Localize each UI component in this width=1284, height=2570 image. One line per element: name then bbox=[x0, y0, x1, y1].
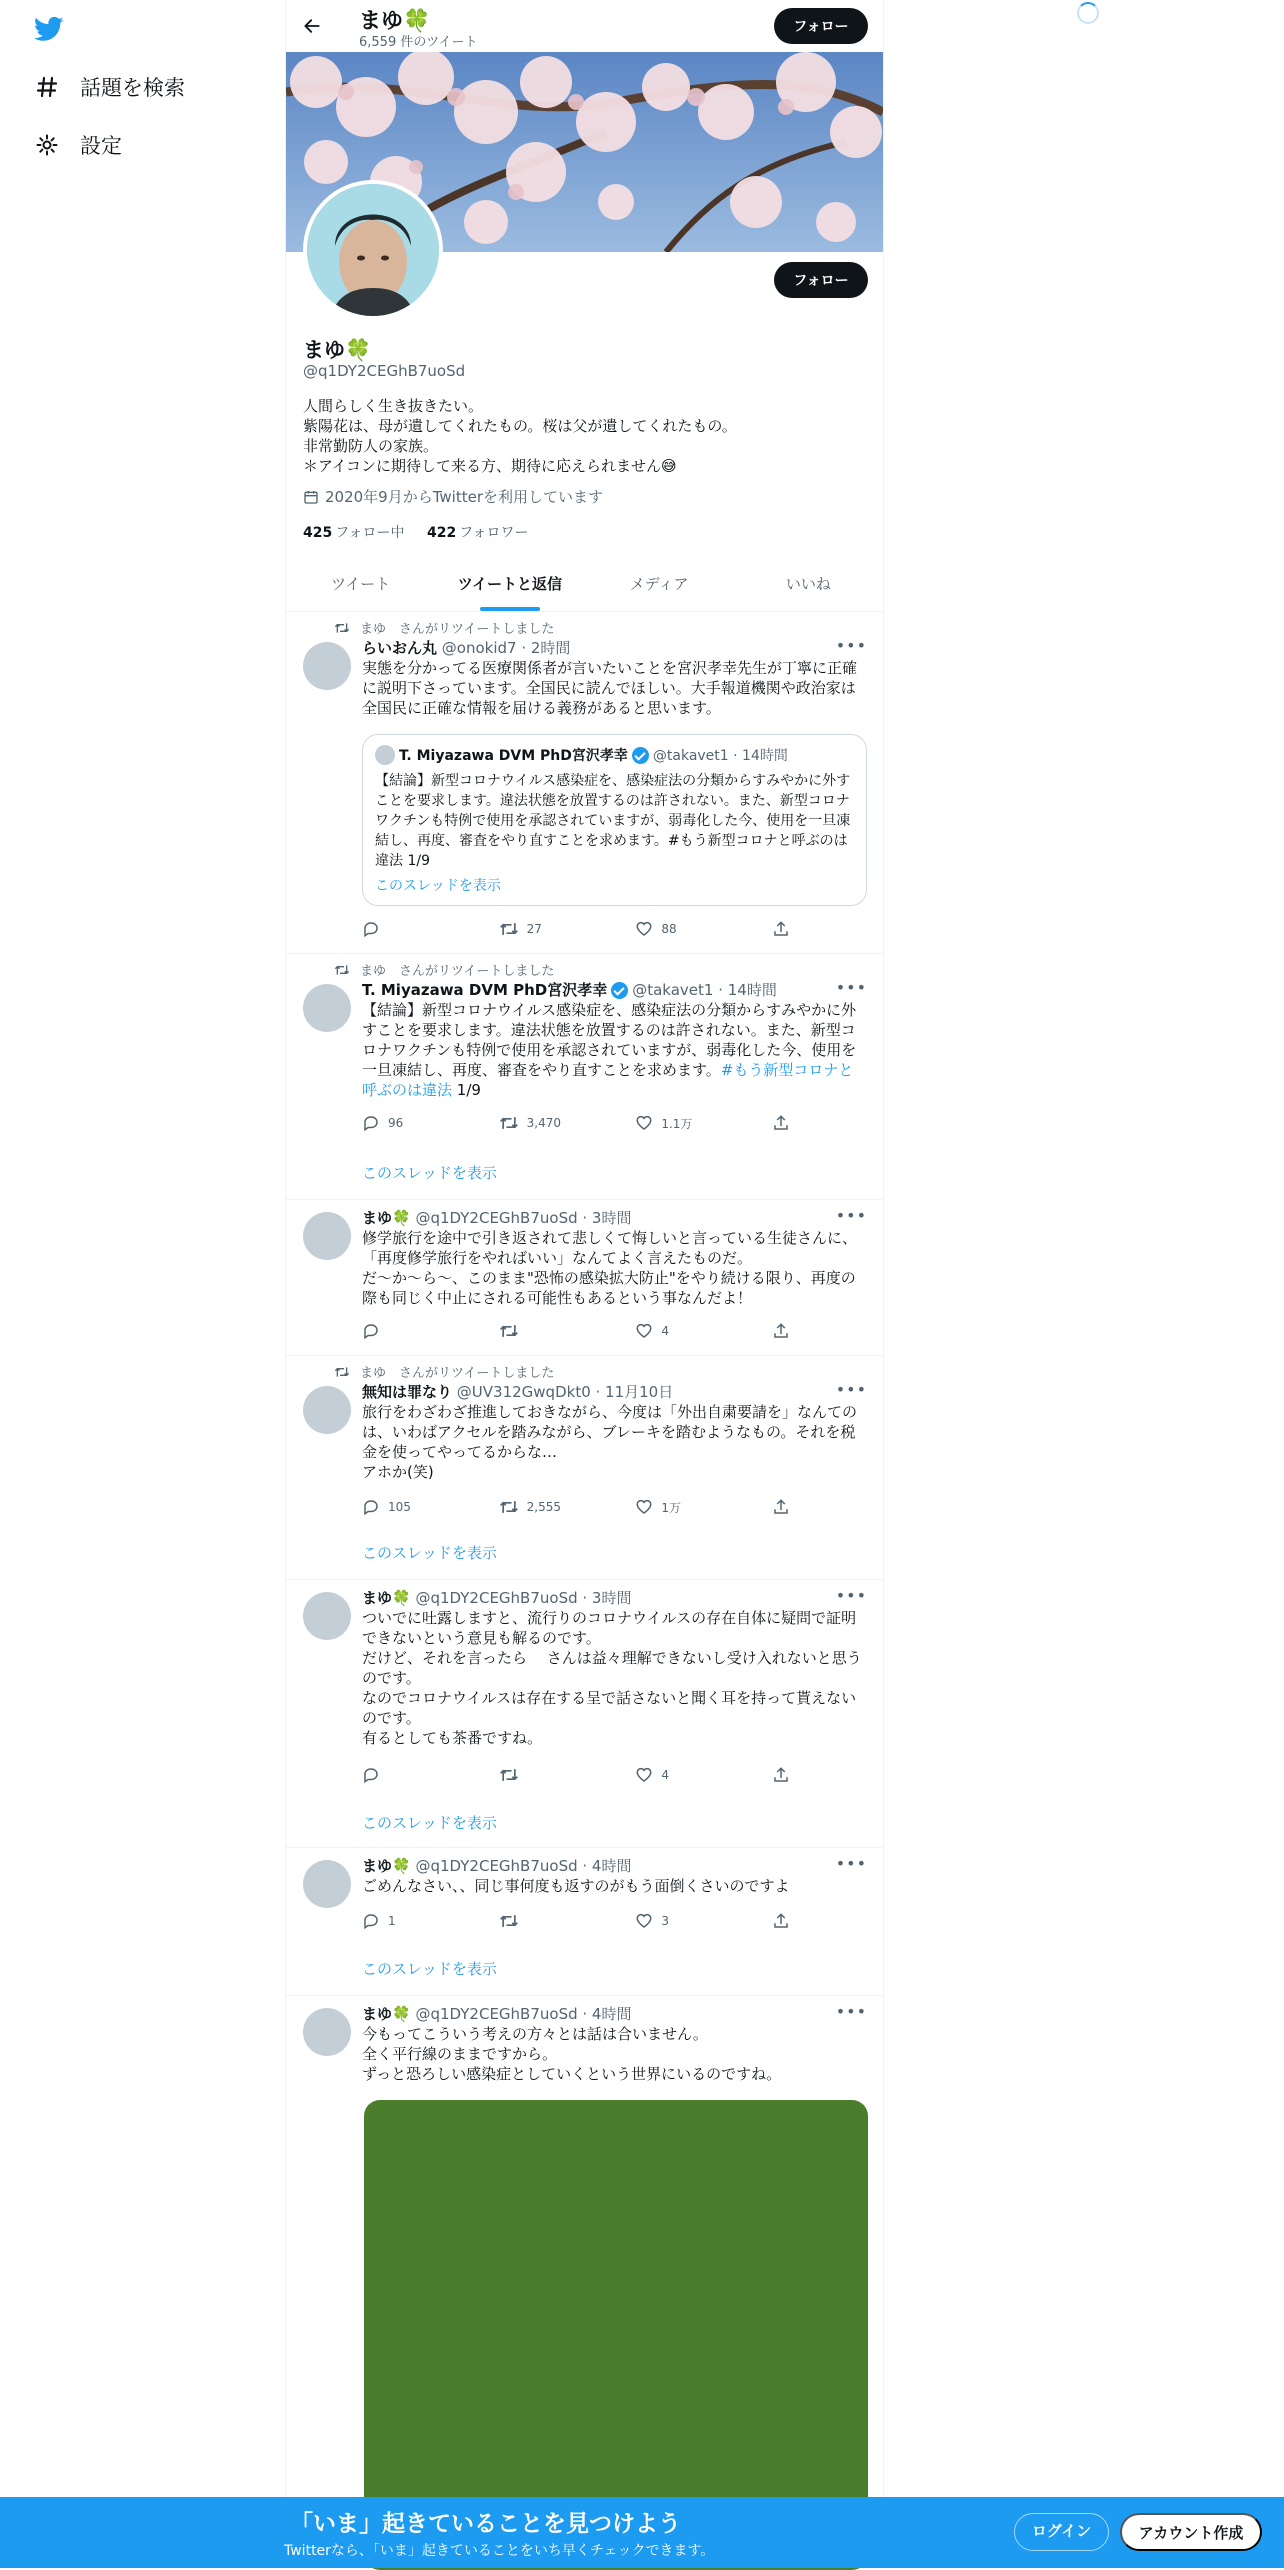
avatar[interactable] bbox=[303, 1592, 351, 1640]
tweet-actions bbox=[362, 1498, 792, 1516]
tweet-text-suffix: 1/9 bbox=[452, 1081, 481, 1099]
hashtag-icon bbox=[34, 74, 60, 100]
followers-label: フォロワー bbox=[459, 525, 529, 541]
reply-button[interactable] bbox=[362, 1322, 467, 1340]
like-count: 1万 bbox=[661, 1500, 681, 1515]
reply-button[interactable] bbox=[362, 1114, 467, 1132]
reply-button[interactable] bbox=[362, 1766, 467, 1784]
retweet-count: 27 bbox=[526, 922, 542, 936]
tweet[interactable] bbox=[286, 1580, 883, 1848]
reply-count: 105 bbox=[388, 1500, 411, 1514]
profile-handle: @q1DY2CEGhB7uoSd bbox=[303, 362, 466, 380]
avatar[interactable] bbox=[303, 642, 351, 690]
avatar[interactable] bbox=[303, 2008, 351, 2056]
tweet[interactable] bbox=[286, 1356, 883, 1580]
tweet[interactable] bbox=[286, 1848, 883, 1996]
more-options-icon[interactable]: ••• bbox=[835, 1854, 867, 1873]
heart-icon bbox=[635, 1498, 653, 1516]
retweet-text: まゆ さんがリツイートしました bbox=[360, 622, 555, 637]
more-options-icon[interactable]: ••• bbox=[835, 1206, 867, 1225]
bio-line: 非常勤防人の家族。 bbox=[303, 437, 439, 455]
quote-avatar bbox=[375, 745, 395, 765]
verified-badge-icon bbox=[611, 982, 628, 999]
retweet-count: 3,470 bbox=[526, 1116, 562, 1130]
reply-icon bbox=[362, 1912, 380, 1930]
follow-stats bbox=[303, 522, 529, 542]
tweet-author-handle[interactable]: @takavet1 · 14時間 bbox=[632, 981, 777, 999]
avatar[interactable] bbox=[303, 1386, 351, 1434]
following-label: フォロー中 bbox=[335, 525, 405, 541]
more-options-icon[interactable]: ••• bbox=[835, 1380, 867, 1399]
avatar[interactable] bbox=[303, 1860, 351, 1908]
heart-icon bbox=[635, 1912, 653, 1930]
more-options-icon[interactable]: ••• bbox=[835, 2002, 867, 2021]
share-button[interactable] bbox=[772, 1322, 792, 1340]
show-thread-link[interactable]: このスレッドを表示 bbox=[362, 1164, 497, 1182]
share-icon bbox=[772, 920, 790, 938]
sidebar-item-label: 設定 bbox=[80, 134, 122, 158]
tweet[interactable] bbox=[286, 1200, 883, 1356]
quote-author-handle: @takavet1 · 14時間 bbox=[652, 748, 788, 764]
more-options-icon[interactable]: ••• bbox=[835, 1586, 867, 1605]
tweet[interactable] bbox=[286, 612, 883, 954]
tweet-author-name[interactable]: まゆ🍀 bbox=[362, 1857, 411, 1875]
sidebar-item-settings[interactable] bbox=[34, 125, 122, 165]
retweet-icon bbox=[499, 1766, 519, 1784]
show-thread-link[interactable]: このスレッドを表示 bbox=[362, 1960, 497, 1978]
profile-header-bar bbox=[286, 0, 883, 52]
tweet-author-handle[interactable]: @onokid7 · 2時間 bbox=[441, 639, 571, 657]
show-thread-link[interactable]: このスレッドを表示 bbox=[362, 1814, 497, 1832]
profile-bio bbox=[303, 396, 737, 476]
reply-icon bbox=[362, 1498, 380, 1516]
retweet-icon bbox=[334, 1365, 350, 1379]
followers-count: 422 bbox=[427, 525, 457, 541]
tweet-text: 今もってこういう考えの方々とは話は合いません。 全く平行線のままですから。 ずっと恐ろしい感染症としていくという世界にいるのですね。 bbox=[362, 2025, 782, 2083]
quote-show-thread-link[interactable]: このスレッドを表示 bbox=[375, 878, 501, 894]
tab-media[interactable]: メディア bbox=[629, 575, 689, 593]
retweet-icon bbox=[334, 621, 350, 635]
like-button[interactable] bbox=[635, 1322, 740, 1340]
profile-column bbox=[285, 0, 884, 2568]
loading-spinner-icon bbox=[1077, 2, 1099, 24]
retweet-button[interactable] bbox=[499, 1912, 604, 1930]
share-icon bbox=[772, 1766, 790, 1784]
retweet-icon bbox=[499, 1498, 519, 1516]
header-name: まゆ🍀 bbox=[359, 9, 431, 34]
share-button[interactable] bbox=[772, 1912, 792, 1930]
like-button[interactable] bbox=[635, 920, 740, 938]
tweet-author-handle[interactable]: @q1DY2CEGhB7uoSd · 3時間 bbox=[415, 1209, 632, 1227]
tweet-author-name[interactable]: らいおん丸 bbox=[362, 639, 438, 657]
profile-tabs bbox=[286, 556, 883, 612]
bio-line: 人間らしく生き抜きたい。 bbox=[303, 397, 484, 415]
quoted-tweet[interactable] bbox=[362, 734, 867, 906]
like-count: 4 bbox=[661, 1324, 669, 1338]
tweet[interactable] bbox=[286, 954, 883, 1200]
share-icon bbox=[772, 1114, 790, 1132]
tweet-text: 旅行をわざわざ推進しておきながら、今度は「外出自粛要請を」なんてのは、いわばアクセルを踏みながら、ブレーキを踏むようなもの。それを税金を使ってやってるからな… アホか(笑) bbox=[362, 1403, 858, 1481]
heart-icon bbox=[635, 920, 653, 938]
quote-text: 【結論】新型コロナウイルス感染症を、感染症法の分類からすみやかに外すことを要求します。違法状態を放置するのは許されない。また、新型コロナワクチンも特例で使用を承認されていますが、弱毒化した今、使用を一旦凍結し、再度、審査をやり直すことを求めます。#もう新型コロナと呼ぶのは違法 1/9 bbox=[375, 773, 851, 869]
profile-avatar[interactable] bbox=[303, 180, 443, 320]
share-button[interactable] bbox=[772, 1766, 792, 1784]
tab-tweets-and-replies[interactable]: ツイートと返信 bbox=[435, 556, 584, 611]
quote-author-name: T. Miyazawa DVM PhD宮沢孝幸 bbox=[399, 748, 628, 764]
login-button[interactable]: ログイン bbox=[1014, 2513, 1109, 2551]
share-button[interactable] bbox=[772, 920, 792, 938]
share-icon bbox=[772, 1498, 790, 1516]
reply-icon bbox=[362, 1766, 380, 1784]
gear-icon bbox=[34, 132, 60, 158]
share-icon bbox=[772, 1912, 790, 1930]
heart-icon bbox=[635, 1114, 653, 1132]
reply-icon bbox=[362, 1114, 380, 1132]
like-button[interactable] bbox=[635, 1766, 740, 1784]
share-button[interactable] bbox=[772, 1114, 792, 1132]
like-count: 88 bbox=[661, 922, 677, 936]
reply-count: 96 bbox=[388, 1116, 404, 1130]
reply-icon bbox=[362, 920, 380, 938]
tweet-text: 実態を分かってる医療関係者が言いたいことを宮沢孝幸先生が丁寧に正確に説明下さっています。全国民に読んでほしい。大手報道機関や政治家は全国民に正確な情報を届ける義務があると思います。 bbox=[362, 659, 858, 717]
sidebar-item-explore[interactable] bbox=[34, 67, 185, 107]
show-thread-link[interactable]: このスレッドを表示 bbox=[362, 1544, 497, 1562]
back-arrow-icon[interactable] bbox=[298, 12, 326, 40]
profile-name: まゆ🍀 bbox=[303, 338, 372, 362]
avatar[interactable] bbox=[303, 984, 351, 1032]
header-follow-button[interactable]: フォロー bbox=[774, 8, 868, 44]
more-options-icon[interactable]: ••• bbox=[835, 978, 867, 997]
retweet-context bbox=[334, 618, 554, 637]
signup-prompt-bar bbox=[0, 2497, 1284, 2568]
retweet-icon bbox=[499, 1322, 519, 1340]
tweet-author-name[interactable]: 無知は罪なり bbox=[362, 1383, 453, 1401]
verified-badge-icon bbox=[632, 747, 649, 764]
bio-line: 紫陽花は、母が遺してくれたもの。桜は父が遺してくれたもの。 bbox=[303, 417, 737, 435]
header-tweet-count: 6,559 件のツイート bbox=[359, 35, 478, 50]
retweet-text: まゆ さんがリツイートしました bbox=[360, 1366, 555, 1381]
tweet-text: ごめんなさい、、同じ事何度も返すのがもう面倒くさいのですよ bbox=[362, 1877, 790, 1895]
more-options-icon[interactable]: ••• bbox=[835, 636, 867, 655]
like-button[interactable] bbox=[635, 1114, 740, 1132]
tweet-author-handle[interactable]: @q1DY2CEGhB7uoSd · 4時間 bbox=[415, 2005, 632, 2023]
tweet-author-name[interactable]: T. Miyazawa DVM PhD宮沢孝幸 bbox=[362, 981, 608, 999]
reply-button[interactable] bbox=[362, 1498, 467, 1516]
tweet-author-handle[interactable]: @q1DY2CEGhB7uoSd · 3時間 bbox=[415, 1589, 632, 1607]
tab-likes[interactable]: いいね bbox=[785, 575, 831, 593]
bio-line: ＊アイコンに期待して来る方、期待に応えられません😅 bbox=[303, 457, 677, 475]
calendar-icon bbox=[303, 489, 319, 505]
avatar[interactable] bbox=[303, 1212, 351, 1260]
following-count: 425 bbox=[303, 525, 333, 541]
like-button[interactable] bbox=[635, 1912, 740, 1930]
tweet-text: ついでに吐露しますと、流行りのコロナウイルスの存在自体に疑問で証明できないという意見も解るのです。 だけど、それを言ったら さんは益々理解できないし受け入れないと思うのです。 なのでコロナウイルスは存在する呈で話さないと聞く耳を持って貰えないのです。 有るとしても茶番ですね。 bbox=[362, 1609, 862, 1747]
retweet-button[interactable] bbox=[499, 1322, 604, 1340]
prompt-subtitle: Twitterなら、「いま」起きていることをいち早くチェックできます。 bbox=[284, 2543, 715, 2559]
retweet-button[interactable] bbox=[499, 920, 604, 938]
retweet-icon bbox=[334, 963, 350, 977]
signup-button[interactable]: アカウント作成 bbox=[1120, 2513, 1262, 2551]
reply-count: 1 bbox=[388, 1914, 396, 1928]
prompt-title: 「いま」起きていることを見つけよう bbox=[290, 2511, 681, 2537]
tweet-text: 【結論】新型コロナウイルス感染症を、感染症法の分類からすみやかに外すことを要求します。違法状態を放置するのは許されない。また、新型コロナワクチンも特例で使用を承認されていますが、弱毒化した今、使用を一旦凍結し、再度、審査をやり直すことを求めます。 bbox=[362, 1001, 857, 1079]
tweet-author-handle[interactable]: @q1DY2CEGhB7uoSd · 4時間 bbox=[415, 1857, 632, 1875]
heart-icon bbox=[635, 1766, 653, 1784]
tweet-text: 修学旅行を途中で引き返されて悲しくて悔しいと言っている生徒さんに、「再度修学旅行をやればいい」なんてよく言えたものだ。 だ〜か〜ら〜、このまま"恐怖の感染拡大防止"をやり続ける限り、再度の際も同じく中止にされる可能性もあるという事なんだよ！ bbox=[362, 1229, 858, 1307]
retweet-button[interactable] bbox=[499, 1766, 604, 1784]
reply-button[interactable] bbox=[362, 920, 467, 938]
retweet-context bbox=[334, 960, 554, 979]
reply-button[interactable] bbox=[362, 1912, 467, 1930]
profile-follow-button[interactable]: フォロー bbox=[774, 262, 868, 298]
retweet-icon bbox=[499, 920, 519, 938]
retweet-button[interactable] bbox=[499, 1498, 604, 1516]
following-link[interactable] bbox=[303, 525, 405, 541]
like-button[interactable] bbox=[635, 1498, 740, 1516]
twitter-logo-icon[interactable] bbox=[32, 14, 66, 44]
joined-text: 2020年9月からTwitterを利用しています bbox=[325, 488, 603, 506]
followers-link[interactable] bbox=[427, 525, 529, 541]
like-count: 1.1万 bbox=[661, 1116, 693, 1131]
joined-date bbox=[303, 486, 603, 507]
retweet-context bbox=[334, 1362, 554, 1381]
tweet-actions bbox=[362, 1114, 792, 1132]
share-button[interactable] bbox=[772, 1498, 792, 1516]
retweet-text: まゆ さんがリツイートしました bbox=[360, 964, 555, 979]
sidebar-item-label: 話題を検索 bbox=[80, 76, 185, 100]
like-count: 4 bbox=[661, 1768, 669, 1782]
retweet-count: 2,555 bbox=[526, 1500, 562, 1514]
share-icon bbox=[772, 1322, 790, 1340]
left-sidebar bbox=[0, 0, 285, 2568]
hashtag-link[interactable]: #もう新型コロナと呼ぶのは違法 bbox=[362, 1061, 854, 1099]
tweet-actions bbox=[362, 1766, 792, 1784]
tweet-author-name[interactable]: まゆ🍀 bbox=[362, 1589, 411, 1607]
tweet-actions bbox=[362, 920, 792, 938]
like-count: 3 bbox=[661, 1914, 669, 1928]
tweet-author-handle[interactable]: @UV312GwqDkt0 · 11月10日 bbox=[456, 1383, 674, 1401]
retweet-button[interactable] bbox=[499, 1114, 604, 1132]
tweet-actions bbox=[362, 1322, 792, 1340]
tweet-actions bbox=[362, 1912, 792, 1930]
heart-icon bbox=[635, 1322, 653, 1340]
retweet-icon bbox=[499, 1912, 519, 1930]
tweet-author-name[interactable]: まゆ🍀 bbox=[362, 1209, 411, 1227]
reply-icon bbox=[362, 1322, 380, 1340]
retweet-icon bbox=[499, 1114, 519, 1132]
tab-tweets[interactable]: ツイート bbox=[330, 575, 391, 593]
tweet-author-name[interactable]: まゆ🍀 bbox=[362, 2005, 411, 2023]
